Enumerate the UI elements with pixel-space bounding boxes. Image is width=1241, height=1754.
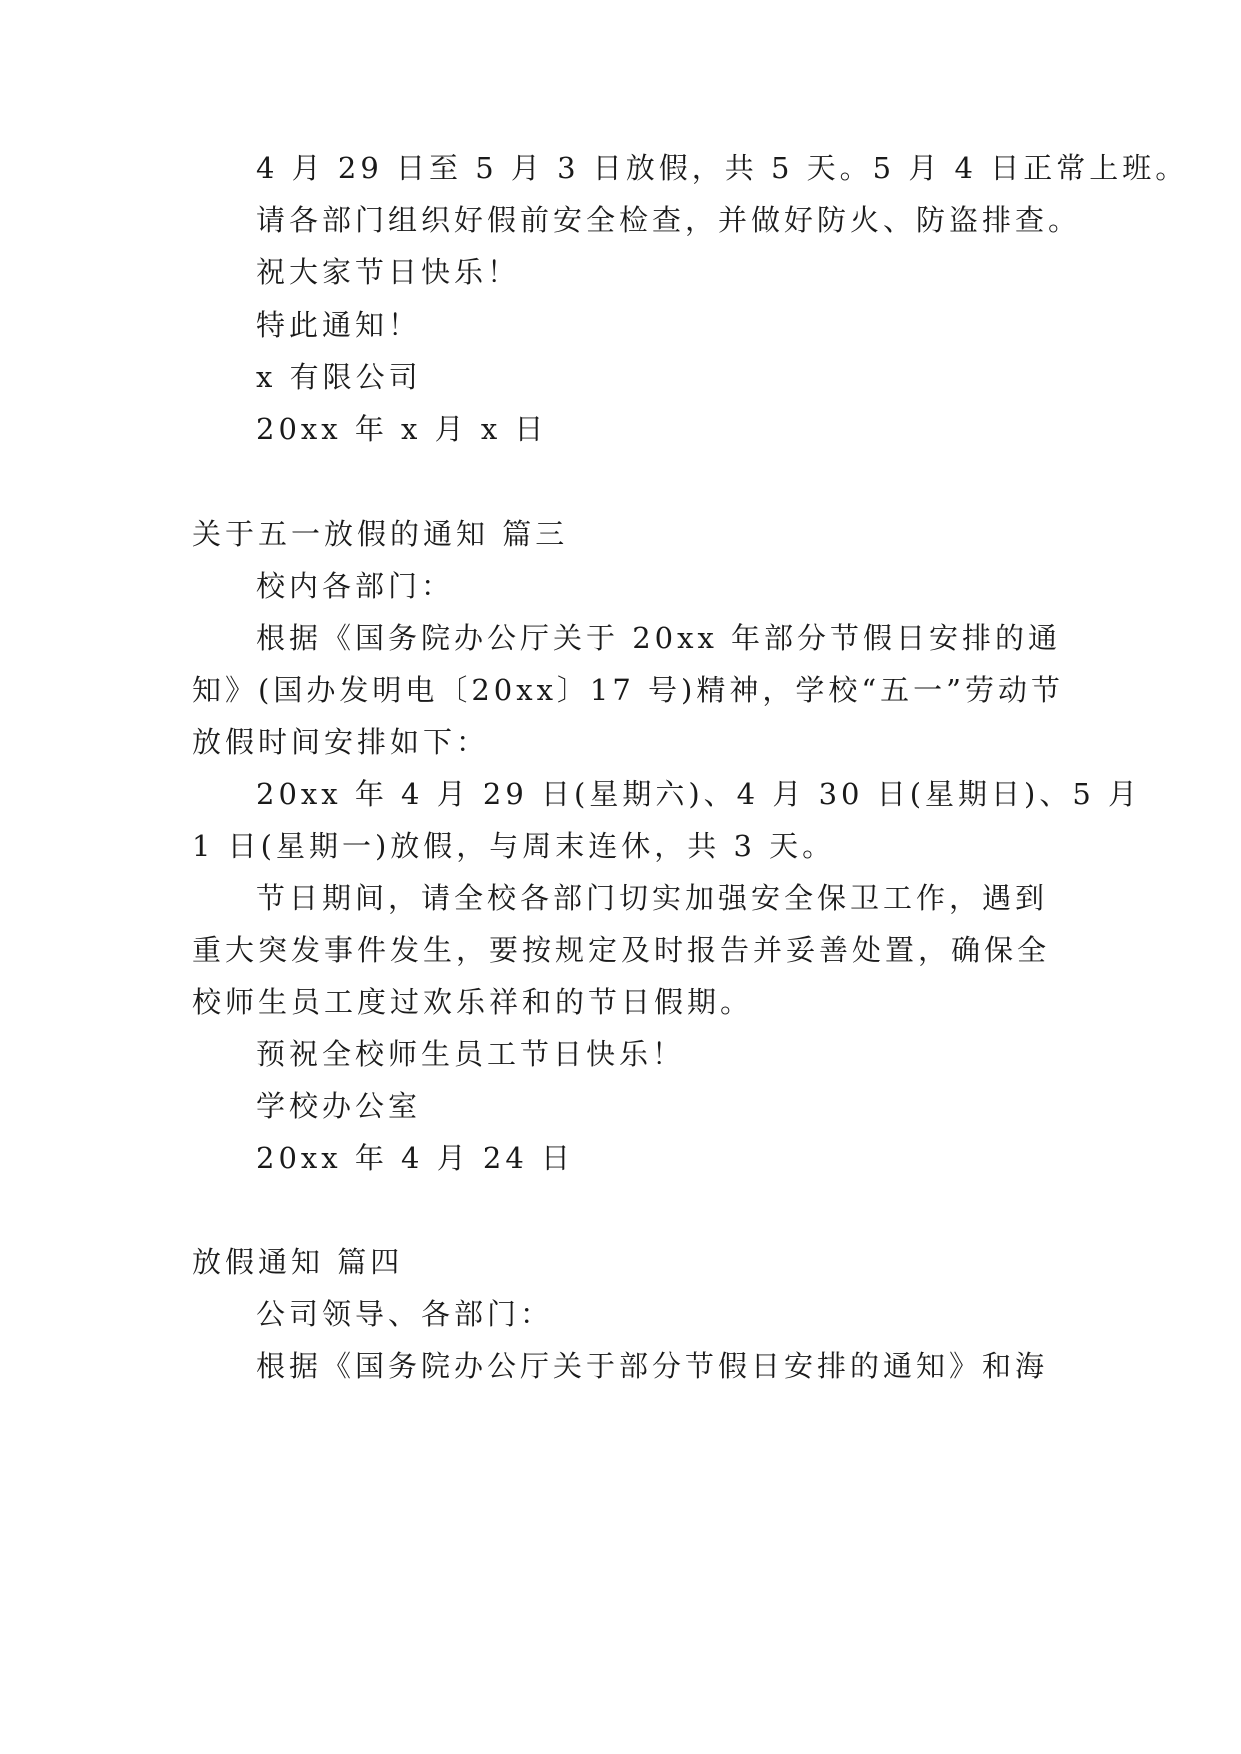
salutation: 公司领导、各部门：: [256, 1297, 554, 1331]
paragraph-line: 放假时间安排如下：: [192, 725, 490, 759]
safety-check-line: 请各部门组织好假前安全检查，并做好防火、防盗排查。: [256, 203, 1082, 237]
holiday-period-line: 4 月 29 日至 5 月 3 日放假，共 5 天。5 月 4 日正常上班。: [256, 151, 1189, 185]
company-signature: x 有限公司: [256, 360, 422, 394]
paragraph-line: 重大突发事件发生，要按规定及时报告并妥善处置，确保全: [192, 933, 1051, 967]
signature-date: 20xx 年 4 月 24 日: [256, 1141, 575, 1175]
holiday-wishes: 祝大家节日快乐！: [256, 255, 521, 289]
paragraph-line: 根据《国务院办公厅关于部分节假日安排的通知》和海: [256, 1349, 1049, 1383]
notice-closing: 特此通知！: [256, 308, 422, 342]
paragraph-line: 知》(国办发明电〔20xx〕17 号)精神，学校“五一”劳动节: [192, 673, 1065, 707]
paragraph-line: 节日期间，请全校各部门切实加强安全保卫工作，遇到: [256, 881, 1049, 915]
paragraph-line: 根据《国务院办公厅关于 20xx 年部分节假日安排的通: [256, 621, 1062, 655]
paragraph-line: 校师生员工度过欢乐祥和的节日假期。: [192, 985, 754, 1019]
paragraph-line: 20xx 年 4 月 29 日(星期六)、4 月 30 日(星期日)、5 月: [256, 777, 1141, 811]
office-signature: 学校办公室: [256, 1089, 422, 1123]
holiday-wishes: 预祝全校师生员工节日快乐！: [256, 1037, 686, 1071]
paragraph-line: 1 日(星期一)放假，与周末连休，共 3 天。: [192, 829, 836, 863]
section-heading: 关于五一放假的通知 篇三: [192, 517, 569, 551]
section-heading: 放假通知 篇四: [192, 1245, 404, 1279]
signature-date: 20xx 年 x 月 x 日: [256, 412, 548, 446]
salutation: 校内各部门：: [256, 569, 455, 603]
